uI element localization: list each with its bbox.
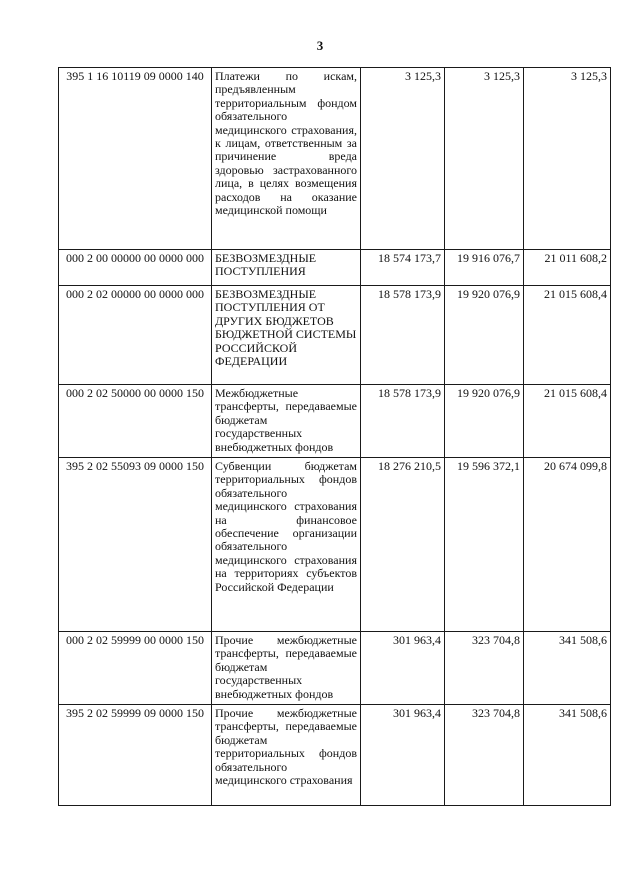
amount-year-1: 301 963,4 xyxy=(361,705,445,806)
amount-year-3: 3 125,3 xyxy=(524,68,611,250)
budget-classification-code: 395 1 16 10119 09 0000 140 xyxy=(59,68,212,250)
amount-year-2: 19 920 076,9 xyxy=(445,286,524,385)
amount-year-3: 20 674 099,8 xyxy=(524,458,611,632)
revenue-name: Прочие межбюджетные трансферты, передаваемые бюджетам государственных внебюджетных фондов xyxy=(212,632,361,705)
amount-year-2: 19 916 076,7 xyxy=(445,250,524,286)
revenue-name: Платежи по искам, предъявленным территориальным фондом обязательного медицинского страхования, к лицам, ответственным за причинение вреда здоровью застрахованного лица, в целях возмещения расходов на оказание медицинской помощи xyxy=(212,68,361,250)
budget-classification-code: 000 2 02 50000 00 0000 150 xyxy=(59,385,212,458)
amount-year-2: 3 125,3 xyxy=(445,68,524,250)
amount-year-1: 18 578 173,9 xyxy=(361,286,445,385)
table-row xyxy=(59,250,611,286)
amount-year-1: 3 125,3 xyxy=(361,68,445,250)
revenue-name: Межбюджетные трансферты, передаваемые бюджетам государственных внебюджетных фондов xyxy=(212,385,361,458)
amount-year-3: 21 015 608,4 xyxy=(524,286,611,385)
budget-classification-code: 395 2 02 55093 09 0000 150 xyxy=(59,458,212,632)
budget-classification-code: 395 2 02 59999 09 0000 150 xyxy=(59,705,212,806)
amount-year-1: 18 276 210,5 xyxy=(361,458,445,632)
amount-year-1: 301 963,4 xyxy=(361,632,445,705)
amount-year-1: 18 574 173,7 xyxy=(361,250,445,286)
revenue-name: БЕЗВОЗМЕЗДНЫЕ ПОСТУПЛЕНИЯ xyxy=(212,250,361,286)
amount-year-3: 21 011 608,2 xyxy=(524,250,611,286)
revenue-name: БЕЗВОЗМЕЗДНЫЕ ПОСТУПЛЕНИЯ ОТ ДРУГИХ БЮДЖЕТОВ БЮДЖЕТНОЙ СИСТЕМЫ РОССИЙСКОЙ ФЕДЕРАЦИИ xyxy=(212,286,361,385)
amount-year-2: 19 596 372,1 xyxy=(445,458,524,632)
budget-revenue-table xyxy=(58,67,611,806)
page-number: 3 xyxy=(316,38,324,53)
amount-year-2: 19 920 076,9 xyxy=(445,385,524,458)
amount-year-1: 18 578 173,9 xyxy=(361,385,445,458)
amount-year-3: 341 508,6 xyxy=(524,705,611,806)
budget-classification-code: 000 2 02 59999 00 0000 150 xyxy=(59,632,212,705)
revenue-name: Субвенции бюджетам территориальных фондов обязательного медицинского страхования на финансовое обеспечение организации обязательного медицинского страхования на территориях субъектов Российской Федерации xyxy=(212,458,361,632)
revenue-name: Прочие межбюджетные трансферты, передаваемые бюджетам территориальных фондов обязательного медицинского страхования xyxy=(212,705,361,806)
table-row xyxy=(59,68,611,250)
amount-year-2: 323 704,8 xyxy=(445,632,524,705)
table-row xyxy=(59,458,611,632)
budget-classification-code: 000 2 02 00000 00 0000 000 xyxy=(59,286,212,385)
table-row xyxy=(59,385,611,458)
amount-year-3: 341 508,6 xyxy=(524,632,611,705)
budget-classification-code: 000 2 00 00000 00 0000 000 xyxy=(59,250,212,286)
amount-year-2: 323 704,8 xyxy=(445,705,524,806)
table-row xyxy=(59,705,611,806)
amount-year-3: 21 015 608,4 xyxy=(524,385,611,458)
table-row xyxy=(59,632,611,705)
table-row xyxy=(59,286,611,385)
